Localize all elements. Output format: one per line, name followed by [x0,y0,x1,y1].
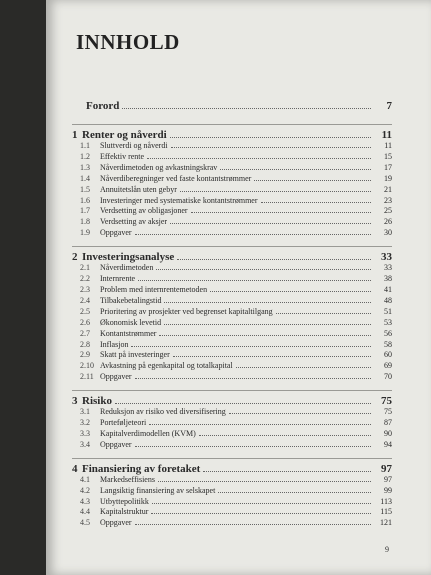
toc-section-page: 87 [384,418,392,428]
leader-dots [191,208,371,214]
toc-section-label: Effektiv rente [100,151,145,161]
toc-section-number: 2.10 [80,361,94,371]
toc-section-page: 53 [384,317,392,327]
toc-chapter-page: 33 [381,251,392,264]
leader-dots [236,363,371,369]
toc-section-number: 2.11 [80,372,94,382]
toc-section-page: 115 [380,507,392,517]
leader-dots [164,297,371,303]
page-number: 9 [385,545,389,554]
toc-section-page: 58 [384,339,392,349]
toc-section-label: Investeringer med systematiske kontantstrømmer [100,195,258,205]
toc-section [72,185,392,196]
toc-section-number: 1.8 [80,217,90,227]
toc-section-number: 1.6 [80,195,90,205]
toc-section-label: Tilbakebetalingstid [100,295,162,305]
chapter-separator [72,390,392,391]
toc-section-page: 97 [384,474,392,484]
toc-chapter-label: Investeringsanalyse [82,251,175,264]
toc-section-label: Oppgaver [100,439,132,449]
toc-section [72,372,392,383]
toc-section-page: 113 [380,496,392,506]
toc-section [72,307,392,318]
toc-section [72,285,392,296]
toc-section-number: 1.3 [80,162,90,172]
toc-section-page: 51 [384,306,392,316]
toc-chapter [72,463,392,475]
toc-section-label: Kapitalstruktur [100,507,149,517]
toc-chapter [72,129,392,141]
toc-section-page: 56 [384,328,392,338]
toc-section [72,196,392,207]
toc-forord-page: 7 [386,100,392,112]
toc-section [72,217,392,228]
leader-dots [158,476,371,482]
leader-dots [122,101,371,109]
leader-dots [135,229,371,235]
leader-dots [147,153,371,159]
toc-section [72,206,392,217]
leader-dots [180,186,371,192]
toc-section [72,361,392,372]
toc-section-label: Nåverdiberegninger ved faste kontantstrømmer [100,173,252,183]
chapter-separator [72,458,392,459]
toc-section-page: 70 [384,372,392,382]
toc-section-page: 38 [384,274,392,284]
toc-section-label: Prioritering av prosjekter ved begrenset kapitaltilgang [100,306,273,316]
toc-chapter-number: 2 [72,251,78,264]
toc-section [72,228,392,239]
leader-dots [135,441,371,447]
leader-dots [152,498,371,504]
toc-section [72,152,392,163]
leader-dots [135,520,371,526]
toc-section-label: Verdsetting av aksjer [100,217,168,227]
leader-dots [199,430,371,436]
toc-section-number: 1.5 [80,184,90,194]
toc-section-page: 21 [384,184,392,194]
toc-forord [72,100,392,112]
toc-section-number: 2.3 [80,284,90,294]
toc-section [72,440,392,451]
leader-dots [276,308,371,314]
toc-section-number: 4.1 [80,474,90,484]
toc-section-number: 2.1 [80,263,90,273]
toc-section-number: 2.2 [80,274,90,284]
toc-section-page: 90 [384,428,392,438]
toc-section-page: 30 [384,228,392,238]
toc-section-label: Nåverdimetoden og avkastningskrav [100,162,218,172]
leader-dots [203,464,371,472]
leader-dots [164,319,371,325]
leader-dots [229,408,371,414]
toc-section [72,340,392,351]
toc-section [72,475,392,486]
toc-section-page: 25 [384,206,392,216]
toc-section-number: 3.1 [80,407,90,417]
toc-section-page: 23 [384,195,392,205]
toc-section-page: 69 [384,361,392,371]
toc-chapter-number: 3 [72,395,78,408]
toc-section-label: Nåverdimetoden [100,263,154,273]
toc-section-number: 2.7 [80,328,90,338]
leader-dots [261,197,371,203]
toc-section-label: Sluttverdi og nåverdi [100,141,168,150]
toc-section-page: 15 [384,151,392,161]
toc-section-number: 4.4 [80,507,90,517]
leader-dots [170,130,371,138]
leader-dots [149,419,371,425]
toc-section [72,263,392,274]
toc-section-label: Problem med internrentemetoden [100,284,208,294]
leader-dots [170,219,371,225]
toc-section [72,141,392,152]
toc-section-number: 2.9 [80,350,90,360]
leader-dots [131,341,371,347]
toc-section-label: Annuitetslån uten gebyr [100,184,177,194]
toc-section-label: Utbyttepolitikk [100,496,149,506]
leader-dots [254,175,371,181]
toc-section-page: 99 [384,485,392,495]
leader-dots [173,352,371,358]
toc-section-label: Porteføljeteori [100,418,147,428]
toc-section-page: 41 [384,284,392,294]
toc-section [72,318,392,329]
toc-section [72,296,392,307]
toc-section-label: Økonomisk levetid [100,317,162,327]
toc-section-number: 4.5 [80,518,90,528]
toc-section [72,507,392,518]
toc-section-number: 2.5 [80,306,90,316]
toc-section-number: 3.3 [80,428,90,438]
toc-section-number: 4.2 [80,485,90,495]
toc-section-label: Kapitalverdimodellen (KVM) [100,428,196,438]
toc-section [72,486,392,497]
toc-section [72,518,392,529]
leader-dots [156,264,371,270]
toc-section-page: 94 [384,439,392,449]
toc-chapter-page: 75 [381,395,392,408]
toc-section-number: 4.3 [80,496,90,506]
toc-section [72,274,392,285]
toc-section-label: Avkastning på egenkapital og totalkapital [100,361,233,371]
toc-section-label: Skatt på investeringer [100,350,170,360]
toc-section-number: 1.9 [80,228,90,238]
toc-section-page: 48 [384,295,392,305]
toc-section [72,429,392,440]
toc-chapter-number: 4 [72,462,78,475]
toc-section-page: 11 [384,141,392,150]
chapter-separator [72,124,392,125]
toc-section [72,497,392,508]
toc-section [72,163,392,174]
toc-section-label: Reduksjon av risiko ved diversifisering [100,407,226,417]
table-of-contents [72,100,392,529]
toc-section [72,418,392,429]
toc-chapter [72,395,392,407]
toc-section-page: 60 [384,350,392,360]
toc-section-number: 1.4 [80,173,90,183]
leader-dots [159,330,371,336]
toc-forord-label: Forord [86,100,120,112]
toc-section-page: 19 [384,173,392,183]
toc-section-label: Markedseffisiens [100,474,155,484]
toc-section-number: 2.4 [80,295,90,305]
leader-dots [210,286,371,292]
toc-section-label: Langsiktig finansiering av selskapet [100,485,216,495]
leader-dots [151,509,371,515]
toc-section-label: Oppgaver [100,228,132,238]
toc-section-label: Oppgaver [100,518,132,528]
toc-section [72,407,392,418]
toc-section-label: Verdsetting av obligasjoner [100,206,188,216]
toc-section-page: 26 [384,217,392,227]
toc-section-label: Inflasjon [100,339,129,349]
toc-section-number: 3.2 [80,418,90,428]
chapter-separator [72,246,392,247]
toc-chapter-number: 1 [72,129,78,141]
toc-section [72,329,392,340]
toc-section-page: 75 [384,407,392,417]
toc-section-number: 1.7 [80,206,90,216]
leader-dots [138,275,371,281]
toc-section-number: 2.6 [80,317,90,327]
toc-section-label: Oppgaver [100,372,132,382]
toc-section [72,174,392,185]
leader-dots [177,253,371,261]
toc-chapter-label: Renter og nåverdi [82,129,167,141]
book-page [46,0,431,575]
toc-section-page: 17 [384,162,392,172]
leader-dots [171,142,371,148]
toc-section-number: 1.2 [80,151,90,161]
toc-chapter-page: 97 [381,462,392,475]
toc-section-label: Internrente [100,274,136,284]
toc-section-page: 33 [384,263,392,273]
toc-chapter-label: Risiko [82,395,112,408]
toc-section-number: 2.8 [80,339,90,349]
toc-chapter-label: Finansiering av foretaket [82,462,201,475]
toc-chapter [72,251,392,263]
leader-dots [218,487,371,493]
leader-dots [115,397,371,405]
leader-dots [220,164,371,170]
toc-section [72,350,392,361]
toc-section-label: Kontantstrømmer [100,328,157,338]
page-title: INNHOLD [76,30,180,54]
toc-section-page: 121 [380,518,392,528]
toc-chapter-page: 11 [381,129,392,141]
toc-section-number: 1.1 [80,141,90,150]
leader-dots [135,373,371,379]
toc-section-number: 3.4 [80,439,90,449]
